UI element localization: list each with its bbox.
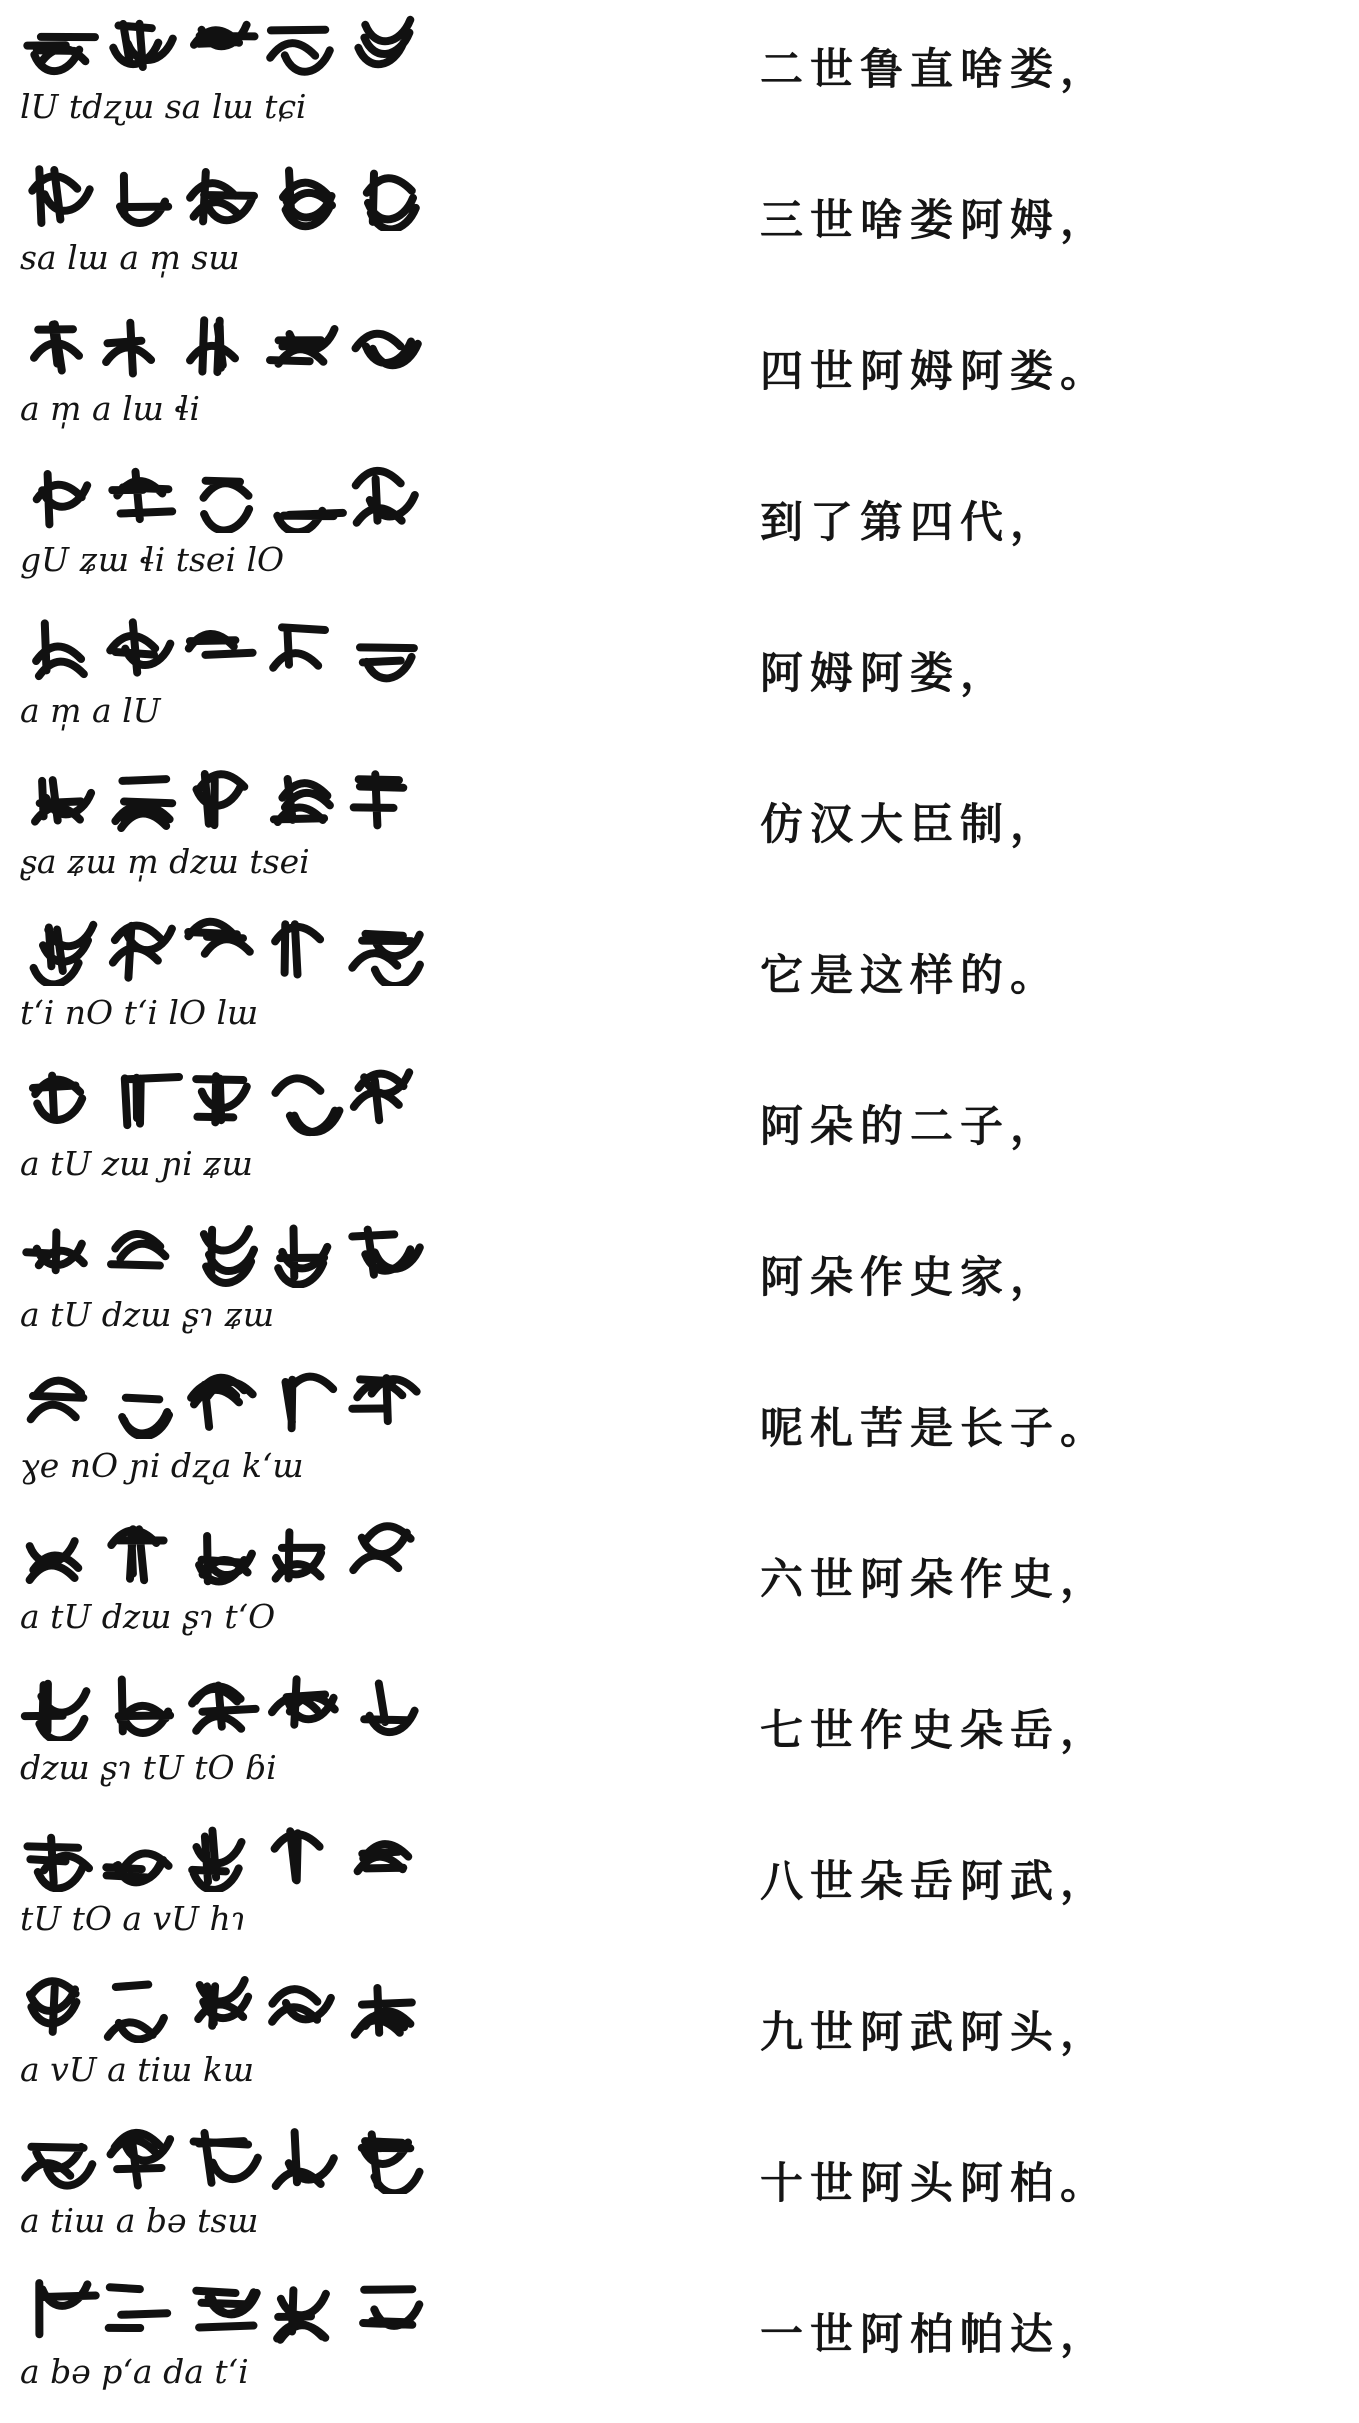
yi-script-block (18, 765, 448, 900)
chinese-translation: 它是这样的。 (760, 951, 1060, 1001)
yi-glyphs-handwritten (18, 463, 438, 533)
yi-script-block (18, 463, 448, 598)
yi-glyphs-handwritten (18, 765, 438, 835)
phonetic-transcription: tʻi nO tʻi lO lɯ (20, 993, 259, 1032)
yi-script-block (18, 916, 448, 1051)
chinese-translation: 七世作史朵岳， (760, 1706, 1110, 1756)
yi-glyphs-handwritten (18, 1822, 438, 1892)
verse-row (0, 2114, 1359, 2265)
chinese-translation: 仿汉大臣制， (760, 800, 1060, 850)
yi-glyphs-handwritten (18, 2275, 438, 2345)
verse-row (0, 1208, 1359, 1359)
yi-glyphs-handwritten (18, 1973, 438, 2043)
verse-row (0, 604, 1359, 755)
chinese-translation: 一世阿柏帕达， (760, 2310, 1110, 2360)
verse-row (0, 1510, 1359, 1661)
phonetic-transcription: a tiɯ a bə tsɯ (20, 2201, 259, 2240)
phonetic-transcription: a tU zɯ ɲi ʑɯ (20, 1144, 253, 1183)
phonetic-transcription: a m̩ a lɯ ɬi (20, 389, 200, 428)
yi-glyphs-handwritten (18, 1520, 438, 1590)
chinese-translation: 六世阿朵作史， (760, 1555, 1110, 1605)
yi-glyphs-handwritten (18, 1067, 438, 1137)
yi-script-block (18, 312, 448, 447)
chinese-translation: 二世鲁直啥娄， (760, 45, 1110, 95)
yi-script-block (18, 1520, 448, 1655)
verse-row (0, 1359, 1359, 1510)
phonetic-transcription: lU tdʐɯ sa lɯ tɕi (20, 87, 307, 126)
yi-script-block (18, 1067, 448, 1202)
chinese-translation: 到了第四代， (760, 498, 1060, 548)
chinese-translation: 阿朵的二子， (760, 1102, 1060, 1152)
yi-script-block (18, 2124, 448, 2259)
verse-row (0, 1661, 1359, 1812)
phonetic-transcription: ʂa ʑɯ m̩ dzɯ tsei (20, 842, 310, 881)
chinese-translation: 三世啥娄阿姆， (760, 196, 1110, 246)
yi-glyphs-handwritten (18, 10, 438, 80)
phonetic-transcription: gU ʑɯ ɬi tsei lO (20, 540, 285, 579)
yi-script-block (18, 614, 448, 749)
yi-glyphs-handwritten (18, 1369, 438, 1439)
yi-script-block (18, 2275, 448, 2410)
verse-row (0, 2265, 1359, 2416)
chinese-translation: 呢札苦是长子。 (760, 1404, 1110, 1454)
yi-script-block (18, 1822, 448, 1957)
verse-row (0, 906, 1359, 1057)
chinese-translation: 四世阿姆阿娄。 (760, 347, 1110, 397)
yi-script-block (18, 161, 448, 296)
yi-glyphs-handwritten (18, 614, 438, 684)
phonetic-transcription: a bə pʻa da tʻi (20, 2352, 249, 2391)
phonetic-transcription: a vU a tiɯ kɯ (20, 2050, 255, 2089)
yi-script-block (18, 1973, 448, 2108)
yi-script-block (18, 1369, 448, 1504)
yi-script-block (18, 10, 448, 145)
chinese-translation: 十世阿头阿柏。 (760, 2159, 1110, 2209)
chinese-translation: 阿姆阿娄， (760, 649, 1010, 699)
verse-row (0, 0, 1359, 151)
phonetic-transcription: tU tO a vU hɿ (20, 1899, 246, 1938)
phonetic-transcription: a tU dzɯ ʂɿ ʑɯ (20, 1295, 275, 1334)
phonetic-transcription: dzɯ ʂɿ tU tO ɓi (20, 1748, 277, 1787)
yi-glyphs-handwritten (18, 1218, 438, 1288)
verse-row (0, 755, 1359, 906)
chinese-translation: 九世阿武阿头， (760, 2008, 1110, 2058)
verse-row (0, 1812, 1359, 1963)
verse-row (0, 1057, 1359, 1208)
chinese-translation: 阿朵作史家， (760, 1253, 1060, 1303)
verse-row (0, 1963, 1359, 2114)
verse-row (0, 453, 1359, 604)
yi-glyphs-handwritten (18, 916, 438, 986)
yi-glyphs-handwritten (18, 161, 438, 231)
phonetic-transcription: a tU dzɯ ʂɿ tʻO (20, 1597, 276, 1636)
yi-script-block (18, 1671, 448, 1806)
chinese-translation: 八世朵岳阿武， (760, 1857, 1110, 1907)
verse-row (0, 151, 1359, 302)
yi-glyphs-handwritten (18, 1671, 438, 1741)
phonetic-transcription: sa lɯ a m̩ sɯ (20, 238, 240, 277)
phonetic-transcription: a m̩ a lU (20, 691, 161, 730)
yi-glyphs-handwritten (18, 2124, 438, 2194)
verse-row (0, 302, 1359, 453)
phonetic-transcription: ɣe nO ɲi dʐa kʻɯ (20, 1446, 304, 1485)
yi-glyphs-handwritten (18, 312, 438, 382)
yi-script-block (18, 1218, 448, 1353)
